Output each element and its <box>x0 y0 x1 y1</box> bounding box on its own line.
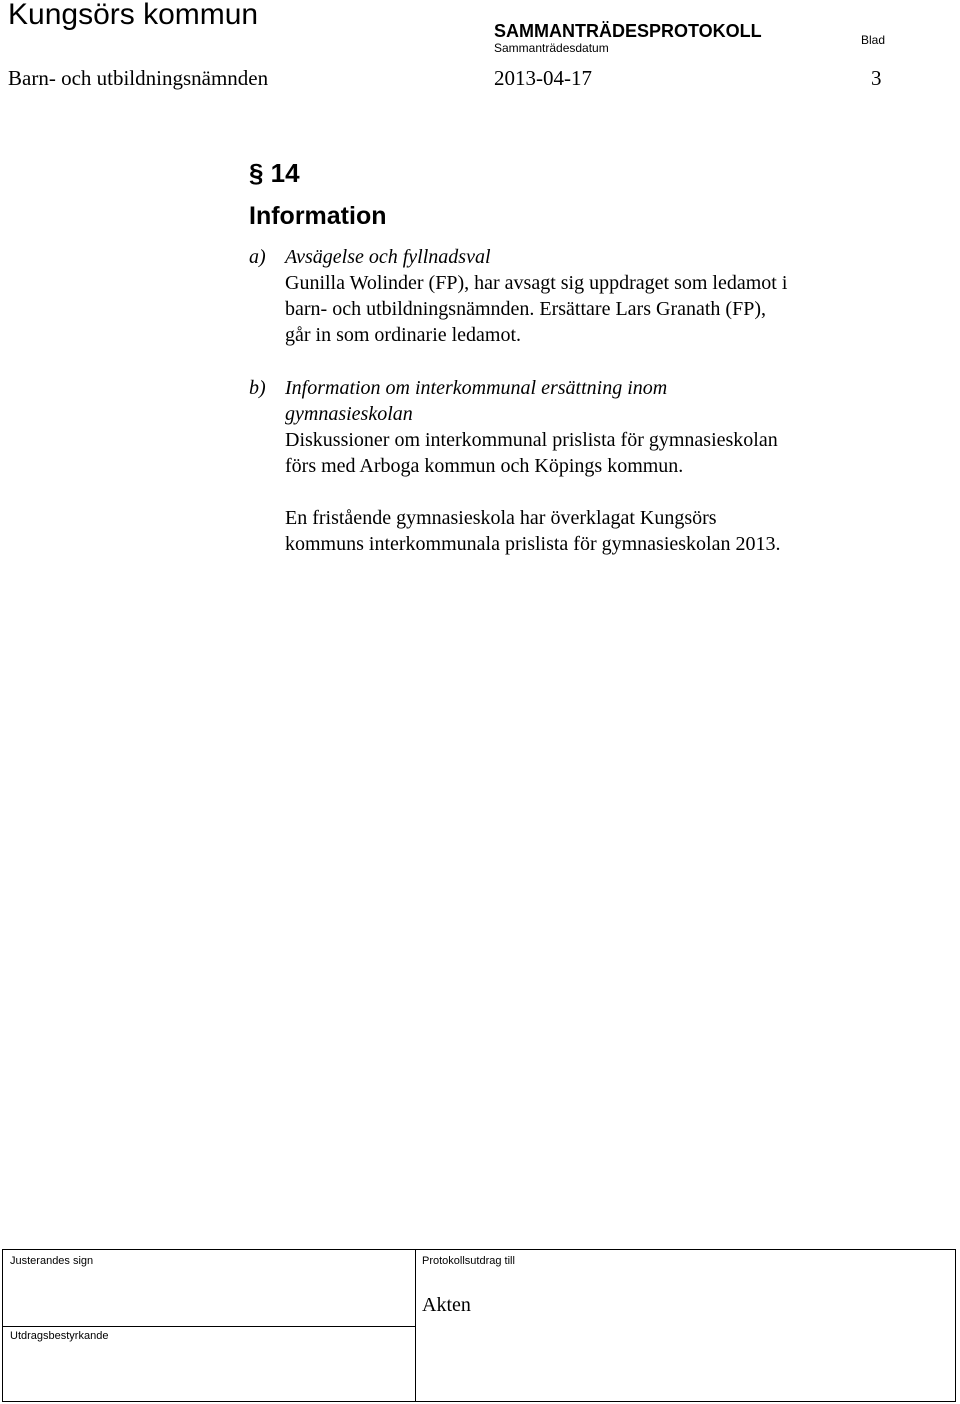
extract-recipient-label: Protokollsutdrag till <box>422 1255 515 1267</box>
section-title: Information <box>249 202 387 230</box>
item-text-line: förs med Arboga kommun och Köpings kommun. <box>285 455 684 477</box>
municipality-name: Kungsörs kommun <box>8 0 259 31</box>
item-text-line: kommuns interkommunala prislista för gymnasieskolan 2013. <box>285 533 781 555</box>
footer-divider <box>3 1326 416 1327</box>
extract-certifier-label: Utdragsbestyrkande <box>10 1330 109 1342</box>
committee-name: Barn- och utbildningsnämnden <box>8 66 269 90</box>
protocol-title: SAMMANTRÄDESPROTOKOLL <box>494 21 762 41</box>
item-text-line: En fristående gymnasieskola har överklagat Kungsörs <box>285 507 717 529</box>
item-marker: b) <box>249 377 266 399</box>
signature-footer <box>2 1249 956 1402</box>
item-text-line: Diskussioner om interkommunal prislista för gymnasieskolan <box>285 429 778 451</box>
item-heading: Avsägelse och fyllnadsval <box>285 246 491 268</box>
item-text-line: går in som ordinarie ledamot. <box>285 324 522 346</box>
page-number: 3 <box>871 66 882 90</box>
meeting-date-label: Sammanträdesdatum <box>494 41 609 55</box>
sheet-label: Blad <box>861 33 886 47</box>
section-number: § 14 <box>249 158 300 188</box>
item-text-line: barn- och utbildningsnämnden. Ersättare Lars Granath (FP), <box>285 298 766 320</box>
item-heading: gymnasieskolan <box>285 403 413 425</box>
meeting-date: 2013-04-17 <box>494 66 592 90</box>
item-text-line: Gunilla Wolinder (FP), har avsagt sig uppdraget som ledamot i <box>285 272 788 294</box>
item-heading: Information om interkommunal ersättning inom <box>285 377 668 399</box>
extract-recipient: Akten <box>422 1294 471 1316</box>
item-marker: a) <box>249 246 266 268</box>
justifier-sign-label: Justerandes sign <box>10 1255 94 1267</box>
